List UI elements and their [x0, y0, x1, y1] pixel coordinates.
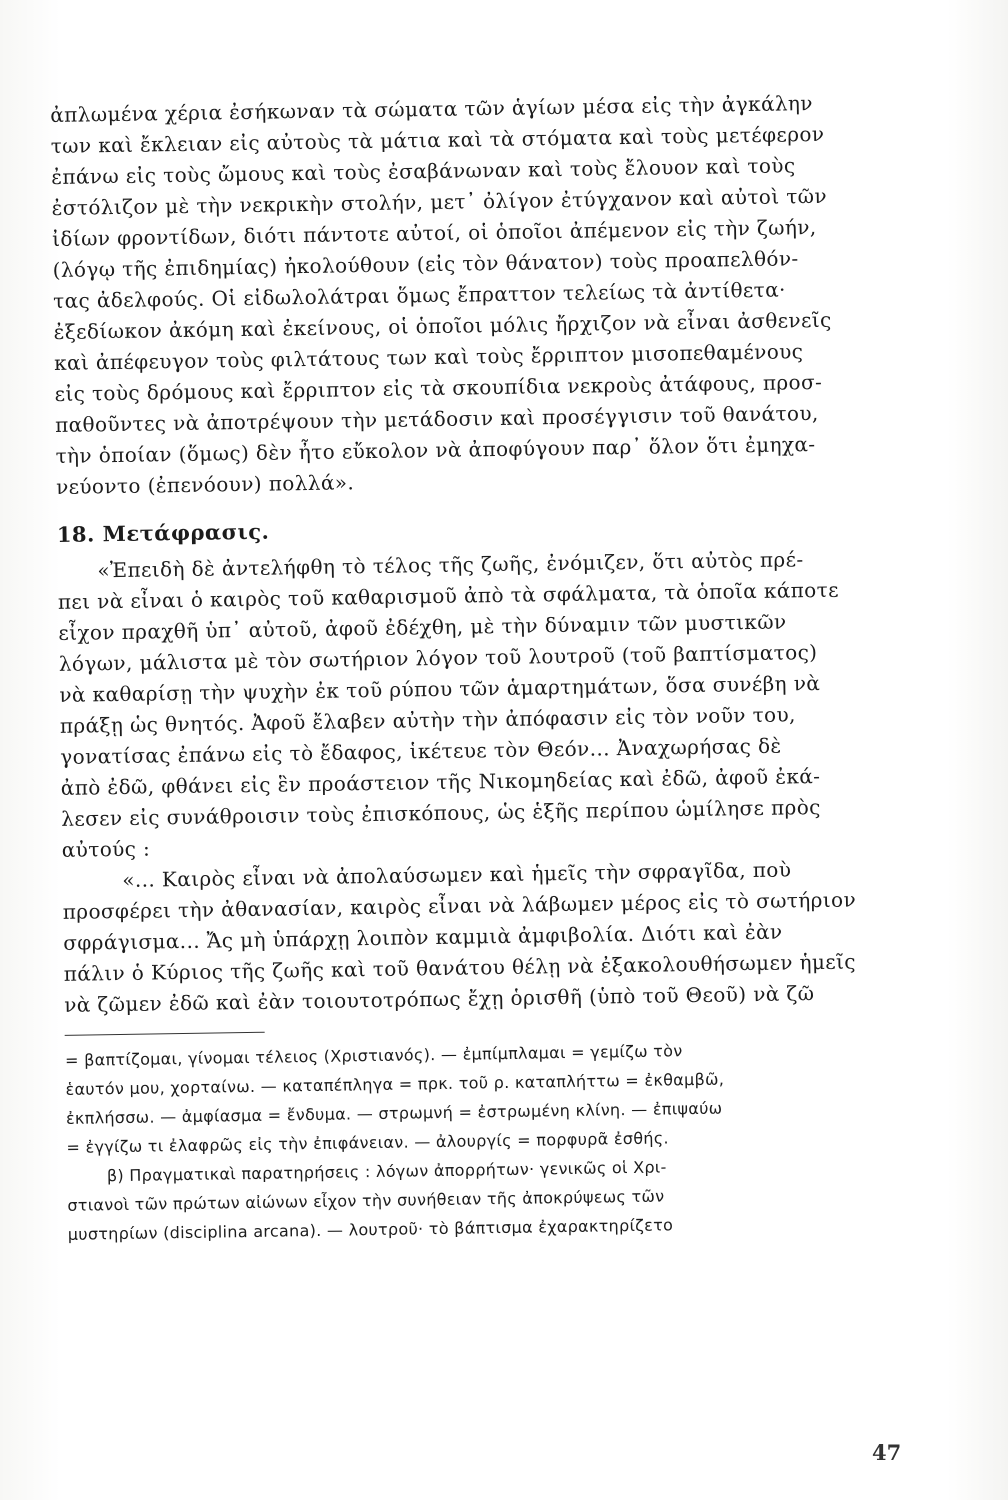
text-line: ἰδίων φροντίδων, διότι πάντοτε αὐτοί, οἱ ὁποῖοι ἀπέμενον εἰς τὴν ζωήν,	[51, 214, 817, 251]
footnotes	[65, 1032, 936, 1249]
text-line: των καὶ ἔκλειαν εἰς αὐτοὺς τὰ μάτια καὶ τὰ στόματα καὶ τοὺς μετέφερον	[50, 121, 825, 158]
text-line: εἶχον πραχθῆ ὑπ᾽ αὐτοῦ, ἀφοῦ ἐδέχθη, μὲ τὴν δύναμιν τῶν μυστικῶν	[58, 609, 787, 645]
page-number: 47	[872, 1440, 902, 1465]
text-line: ἐξεδίωκον ἀκόμη καὶ ἐκείνους, οἱ ὁποῖοι μόλις ἤρχιζον νὰ εἶναι ἀσθενεῖς	[53, 307, 832, 344]
text-line: «... Καιρὸς εἶναι νὰ ἀπολαύσωμεν καὶ ἡμεῖς τὴν σφραγῖδα, ποὺ	[122, 857, 792, 892]
text-line: προσφέρει τὴν ἀθανασίαν, καιρὸς εἶναι νὰ λάβωμεν μέρος εἰς τὸ σωτήριον	[62, 887, 857, 924]
text-line: γονατίσας ἐπάνω εἰς τὸ ἔδαφος, ἱκέτευε τὸν Θεόν... Ἀναχωρήσας δὲ	[60, 733, 782, 769]
text-line: ἀπὸ ἐδῶ, φθάνει εἰς ἓν προάστειον τῆς Νικομηδείας καὶ ἐδῶ, ἀφοῦ ἐκά-	[60, 763, 821, 800]
text-line: λεσεν εἰς συνάθροισιν τοὺς ἐπισκόπους, ὡς ἑξῆς περίπου ὡμίλησε πρὸς	[61, 794, 821, 831]
footnote-line: ἑαυτόν μου, χορταίνω. — καταπέπληγα = πρκ. τοῦ ρ. καταπλήττω = ἐκθαμβῶ,	[65, 1069, 725, 1099]
translation-section	[57, 542, 932, 1021]
text-line: τας ἀδελφούς. Οἱ εἰδωλολάτραι ὅμως ἔπραττον τελείως τὰ ἀντίθετα·	[52, 277, 787, 313]
text-line: παθοῦντες νὰ ἀποτρέψουν τὴν μετάδοσιν καὶ προσέγγισιν τοῦ θανάτου,	[54, 400, 819, 437]
text-line: εἰς τοὺς δρόμους καὶ ἔρριπτον εἰς τὰ σκουπίδια νεκροὺς ἀτάφους, προσ-	[54, 369, 823, 406]
footnote-line: μυστηρίων (disciplina arcana). — λουτροῦ· τὸ βάπτισμα ἐχαρακτηρίζετο	[67, 1215, 674, 1244]
text-line: πράξῃ ὡς θνητός. Ἀφοῦ ἔλαβεν αὐτὴν τὴν ἀπόφασιν εἰς τὸν νοῦν του,	[59, 702, 797, 738]
footnote-line: ἐκπλήσσω. — ἀμφίασμα = ἔνδυμα. — στρωμνή = ἐστρωμένη κλίνη. — ἐπιψαύω	[65, 1098, 723, 1128]
text-line: σφράγισμα... Ἄς μὴ ὑπάρχῃ λοιπὸν καμμιὰ ἀμφιβολία. Διότι καὶ ἐὰν	[63, 919, 783, 955]
text-line: ἐπάνω εἰς τοὺς ὤμους καὶ τοὺς ἐσαβάνωναν καὶ τοὺς ἔλουον καὶ τοὺς	[51, 153, 796, 189]
text-line: «Ἐπειδὴ δὲ ἀντελήφθη τὸ τέλος τῆς ζωῆς, ἐνόμιζεν, ὅτι αὐτὸς πρέ-	[97, 547, 804, 583]
section-heading: 18. Μετάφρασις.	[56, 518, 270, 547]
footnote-line: β) Πραγματικαὶ παρατηρήσεις : λόγων ἀπορρήτων· γενικῶς οἱ Χρι-	[106, 1157, 667, 1186]
text-line: ἐστόλιζον μὲ τὴν νεκρικὴν στολήν, μετ᾽ ὀλίγον ἐτύγχανον καὶ αὐτοὶ τῶν	[51, 183, 828, 220]
footnote-line: = ἐγγίζω τι ἐλαφρῶς εἰς τὴν ἐπιφάνειαν. — ἀλουργίς = πορφυρᾶ ἐσθής.	[66, 1128, 670, 1157]
text-line: πει νὰ εἶναι ὁ καιρὸς τοῦ καθαρισμοῦ ἀπὸ τὰ σφάλματα, τὰ ὁποῖα κάποτε	[57, 577, 840, 614]
text-line: λόγων, μάλιστα μὲ τὸν σωτήριον λόγον τοῦ λουτροῦ (τοῦ βαπτίσματος)	[58, 640, 818, 676]
footnote-divider	[65, 1032, 265, 1036]
text-line: νὰ ζῶμεν ἐδῶ καὶ ἐὰν τοιουτοτρόπως ἔχῃ ὁρισθῆ (ὑπὸ τοῦ Θεοῦ) νὰ ζῶ	[64, 981, 815, 1017]
text-line: ἀπλωμένα χέρια ἐσήκωναν τὰ σώματα τῶν ἁγίων μέσα εἰς τὴν ἀγκάλην	[50, 91, 814, 127]
text-line: (λόγῳ τῆς ἐπιδημίας) ἠκολούθουν (εἰς τὸν θάνατον) τοὺς προαπελθόν-	[52, 246, 799, 282]
text-line: καὶ ἀπέφευγον τοὺς φιλτάτους των καὶ τοὺς ἔρριπτον μισοπεθαμένους	[53, 339, 804, 375]
paragraph	[50, 86, 924, 503]
text-line: τὴν ὁποίαν (ὅμως) δὲν ἦτο εὔκολον νὰ ἀποφύγουν παρ᾽ ὅλον ὅτι ἐμηχα-	[55, 432, 816, 468]
text-column	[50, 86, 936, 1248]
text-line: νεύοντο (ἐπενόουν) πολλά».	[55, 470, 355, 499]
text-line: αὐτούς :	[61, 836, 151, 862]
text-line: πάλιν ὁ Κύριος τῆς ζωῆς καὶ τοῦ θανάτου θέλῃ νὰ ἐξακολουθήσωμεν ἡμεῖς	[63, 949, 857, 986]
footnote-line: στιανοὶ τῶν πρώτων αἰώνων εἶχον τὴν συνήθειαν τῆς ἀποκρύψεως τῶν	[67, 1186, 665, 1215]
footnote-line: = βαπτίζομαι, γίνομαι τέλειος (Χριστιανός). — ἐμπίμπλαμαι = γεμίζω τὸν	[64, 1041, 683, 1070]
text-line: νὰ καθαρίσῃ τὴν ψυχὴν ἐκ τοῦ ρύπου τῶν ἁμαρτημάτων, ὅσα συνέβη νὰ	[59, 670, 821, 707]
